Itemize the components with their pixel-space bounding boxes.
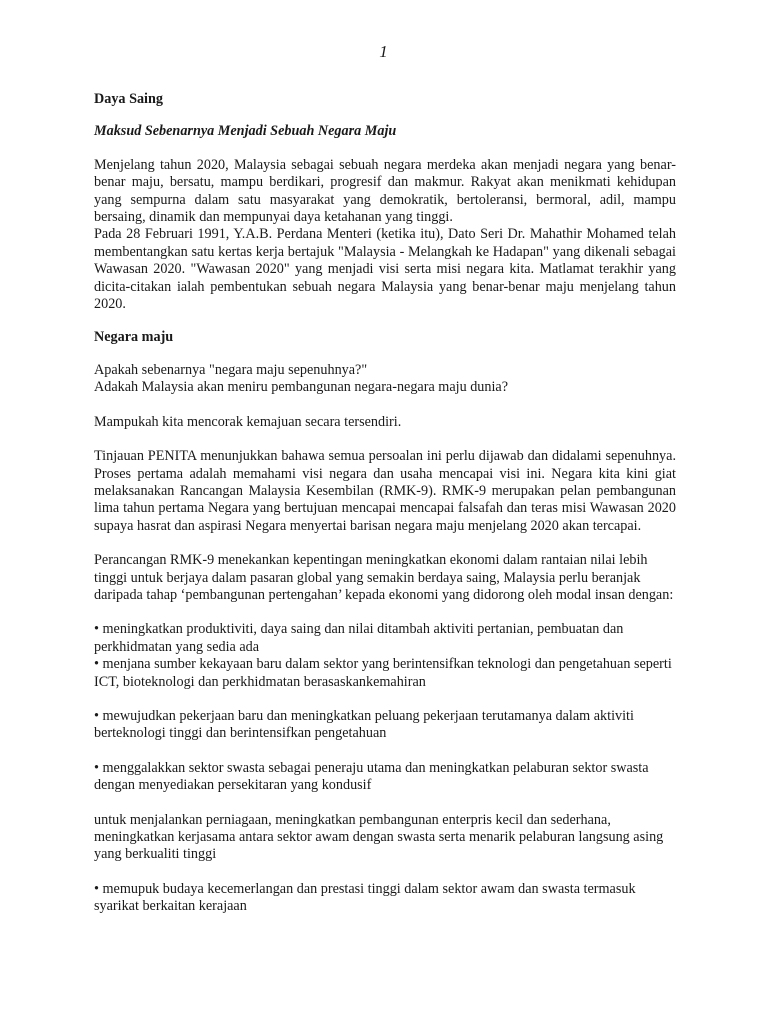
bullet-item: • memupuk budaya kecemerlangan dan prestasi tinggi dalam sektor awam dan swasta termasuk syarikat berkaitan kerajaan [94,880,636,915]
question-1: Apakah sebenarnya "negara maju sepenuhnya?" [94,361,368,378]
question-2: Adakah Malaysia akan meniru pembangunan negara-negara maju dunia? [94,379,509,396]
document-body [94,91,676,916]
page-number: 1 [379,42,389,61]
bullet-item: • menggalakkan sektor swasta sebagai peneraju utama dan meningkatkan pelaburan sektor swasta dengan menyediakan persekitaran yang kondusif [94,759,649,794]
bullet-item: • mewujudkan pekerjaan baru dan meningkatkan peluang pekerjaan terutamanya dalam aktiviti berteknologi tinggi dan berintensifkan pengetahuan [94,707,634,742]
rmk-paragraph: Perancangan RMK-9 menekankan kepentingan meningkatkan ekonomi dalam rantaian nilai lebih tinggi untuk berjaya dalam pasaran global yang semakin berdaya saing, Malaysia perlu beranjak daripada tahap ‘pembangunan pertengahan’ kepada ekonomi yang didorong oleh modal insan dengan: [94,552,674,603]
document-title: Daya Saing [94,91,163,107]
penita-paragraph: Tinjauan PENITA menunjukkan bahawa semua persoalan ini perlu dijawab dan didalami sepenuhnya. Proses pertama adalah memahami visi negara dan usaha mencapai visi ini. Negara kita kini giat melaksanakan Rancangan Malaysia Kesembilan (RMK-9). RMK-9 merupakan pelan pembangunan lima tahun pertama Negara yang bertujuan mencapai mencapai falsafah dan teras misi Wawasan 2020 supaya hasrat dan aspirasi Negara menyertai barisan negara maju menjelang 2020 akan tercapai. [94,448,676,534]
intro-paragraph-2: Pada 28 Februari 1991, Y.A.B. Perdana Menteri (ketika itu), Dato Seri Dr. Mahathir Mohamed telah membentangkan satu kertas kerja bertajuk "Malaysia - Melangkah ke Hadapan" yang dikenali sebagai Wawasan 2020. "Wawasan 2020" yang menjadi visi serta misi negara kita. Matlamat terakhir yang dicita-citakan ialah pembentukan sebuah negara Malaysia yang benar-benar maju menjelang tahun 2020. [94,226,676,313]
question-3: Mampukah kita mencorak kemajuan secara tersendiri. [94,413,402,430]
continuation-paragraph: untuk menjalankan perniagaan, meningkatkan pembangunan enterpris kecil dan sederhana, meningkatkan kerjasama antara sektor awam dengan swasta serta menarik pelaburan langsung asing yang berkualiti tinggi [94,811,664,863]
section-heading-negara-maju: Negara maju [94,329,174,346]
intro-paragraph-1: Menjelang tahun 2020, Malaysia sebagai sebuah negara merdeka akan menjadi negara yang benar-benar maju, bersatu, mampu berdikari, progresif dan makmur. Rakyat akan menikmati kehidupan yang sempurna dalam satu masyarakat yang demokratik, bertoleransi, bermoral, adil, mampu bersaing, dinamik dan mempunyai daya ketahanan yang tinggi. [94,156,676,226]
bullet-item: • menjana sumber kekayaan baru dalam sektor yang berintensifkan teknologi dan pengetahuan seperti ICT, bioteknologi dan perkhidmatan berasaskankemahiran [94,656,672,690]
bullet-item: • meningkatkan produktiviti, daya saing dan nilai ditambah aktiviti pertanian, pembuatan dan perkhidmatan yang sedia ada [94,621,624,655]
document-subtitle: Maksud Sebenarnya Menjadi Sebuah Negara Maju [94,123,397,140]
